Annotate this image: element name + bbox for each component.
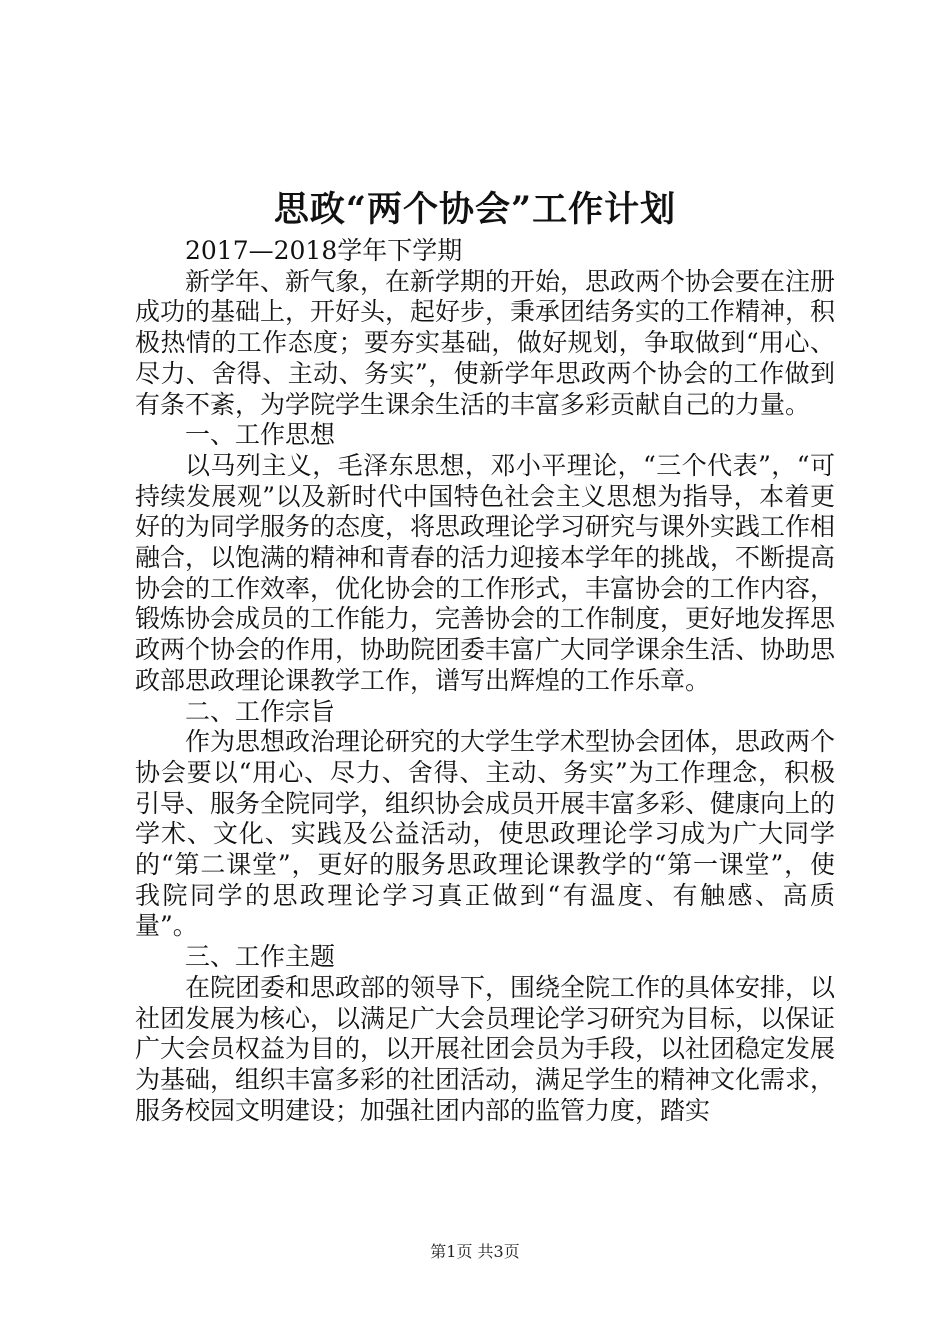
document-title: 思政“两个协会”工作计划	[273, 189, 677, 230]
section-heading: 一、工作思想	[185, 420, 336, 450]
body-paragraph: 作为思想政治理论研究的大学生学术型协会团体，思政两个协会要以“用心、尽力、舍得、主动、务实”为工作理念，积极引导、服务全院同学，组织协会成员开展丰富多彩、健康向上的学术、文化、实践及公益活动，使思政理论学习成为广大同学的“第二课堂”，更好的服务思政理论课教学的“第一课堂”，使我院同学的思政理论学习真正做到“有温度、有触感、高质量”。	[135, 727, 836, 941]
intro-paragraph: 新学年、新气象，在新学期的开始，思政两个协会要在注册成功的基础上，开好头，起好步，秉承团结务实的工作精神，积极热情的工作态度；要夯实基础，做好规划，争取做到“用心、尽力、舍得、主动、务实”，使新学年思政两个协会的工作做到有条不紊，为学院学生课余生活的丰富多彩贡献自己的力量。	[135, 266, 836, 419]
body-paragraph: 在院团委和思政部的领导下，围绕全院工作的具体安排，以社团发展为核心，以满足广大会员理论学习研究为目标，以保证广大会员权益为目的，以开展社团会员为手段，以社团稳定发展为基础，组织丰富多彩的社团活动，满足学生的精神文化需求，服务校园文明建设；加强社团内部的监管力度，踏实	[135, 972, 836, 1125]
page-number-footer: 第1页 共3页	[430, 1242, 520, 1261]
semester-line: 2017—2018学年下学期	[185, 236, 463, 265]
section-heading: 三、工作主题	[185, 942, 336, 972]
document-body	[135, 236, 835, 1126]
body-paragraph: 以马列主义，毛泽东思想，邓小平理论，“三个代表”，“可持续发展观”以及新时代中国特色社会主义思想为指导，本着更好的为同学服务的态度，将思政理论学习研究与课外实践工作相融合，以饱满的精神和青春的活力迎接本学年的挑战，不断提高协会的工作效率，优化协会的工作形式，丰富协会的工作内容，锻炼协会成员的工作能力，完善协会的工作制度，更好地发挥思政两个协会的作用，协助院团委丰富广大同学课余生活、协助思政部思政理论课教学工作，谱写出辉煌的工作乐章。	[135, 450, 836, 695]
section-heading: 二、工作宗旨	[185, 696, 336, 726]
